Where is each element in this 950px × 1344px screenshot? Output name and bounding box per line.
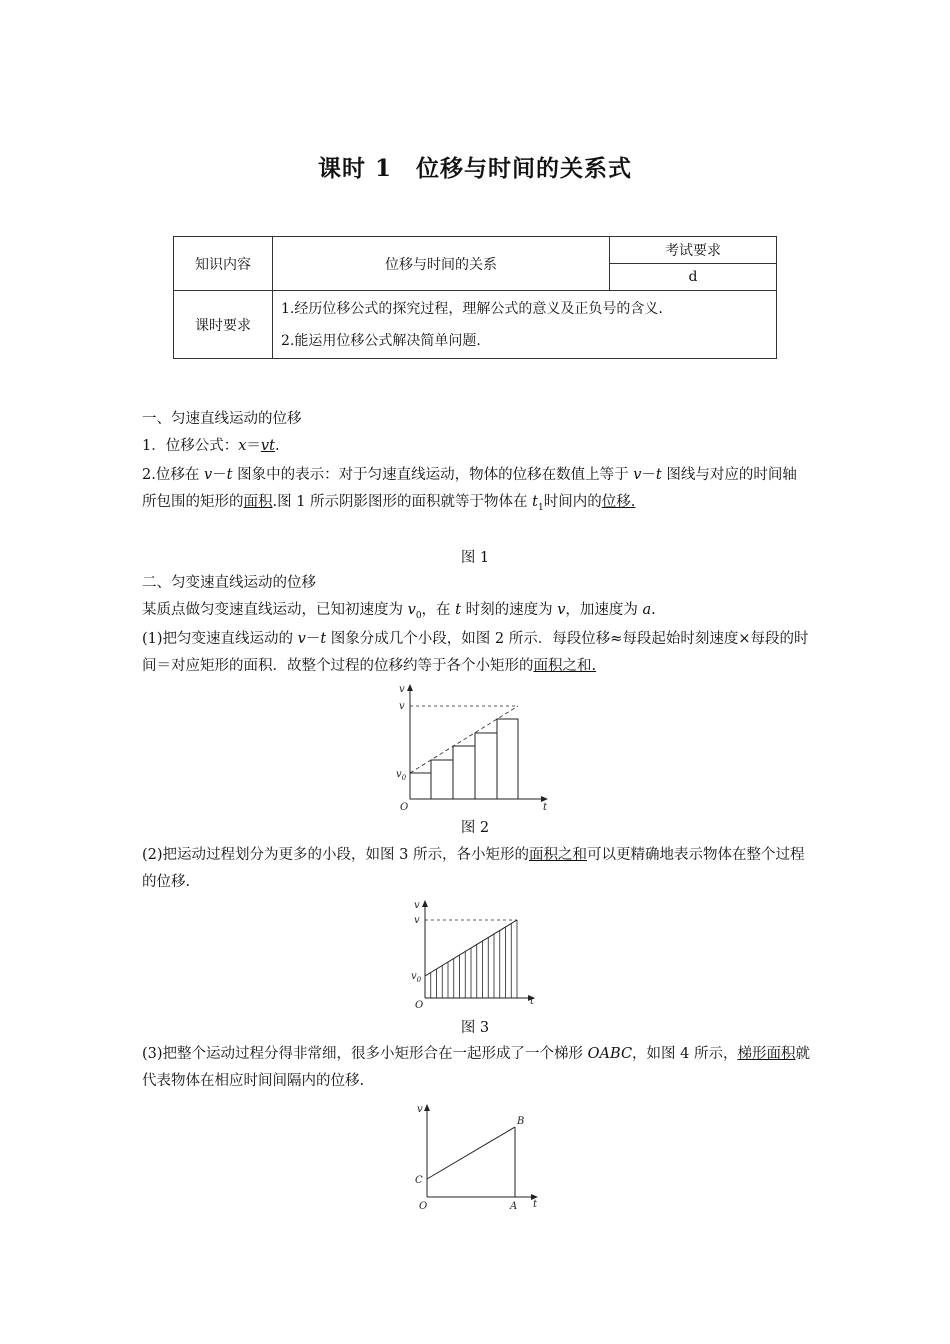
lesson-goals	[273, 291, 777, 359]
tick-label-v0: $v_0$	[411, 971, 422, 984]
page-title: 课时 1 位移与时间的关系式	[317, 155, 632, 182]
origin-label: O	[419, 1201, 428, 1212]
axis-label-v: v	[414, 900, 420, 911]
figure-4-vt-graph	[405, 1102, 575, 1217]
point-label-c: C	[415, 1175, 423, 1186]
v-axis-arrow	[407, 684, 413, 691]
knowledge-value: 位移与时间的关系	[273, 237, 610, 291]
velocity-line	[427, 1127, 515, 1179]
v-axis-arrow	[422, 900, 428, 907]
fig3-caption: 图 3	[460, 1020, 490, 1036]
knowledge-label: 知识内容	[174, 237, 273, 291]
origin-label: O	[415, 1000, 424, 1011]
v-axis-arrow	[424, 1104, 430, 1111]
goal-item: 2.能运用位移公式解决简单问题.	[281, 332, 481, 349]
section1-item2: 2.位移在 v－t 图象中的表示：对于匀速直线运动，物体的位移在数值上等于 v－t 图线与对应的时间轴所包围的矩形的面积.图 1 所示阴影图形的面积就等于物体在 $t_1$时间内的位移.	[142, 467, 797, 513]
goal-item: 1.经历位移公式的探究过程，理解公式的意义及正负号的含义.	[281, 300, 663, 317]
section2-heading: 二、匀变速直线运动的位移	[142, 575, 316, 591]
rect-strip	[497, 719, 518, 799]
section2-intro: 某质点做匀变速直线运动，已知初速度为 $v_0$，在 t 时刻的速度为 v，加速度为 a.	[142, 602, 656, 621]
exam-value: d	[610, 264, 777, 291]
tick-label-v: v	[414, 915, 420, 926]
section1-item1: 1．位移公式：x＝vt.	[142, 438, 280, 454]
fig1-caption: 图 1	[460, 550, 490, 566]
tick-label-v0: $v_0$	[396, 769, 407, 782]
answer-displacement: 位移.	[601, 494, 636, 510]
fig2-caption: 图 2	[460, 820, 490, 836]
origin-label: O	[400, 802, 409, 813]
axis-label-v: v	[399, 684, 405, 695]
answer-trapezoid-area: 梯形面积	[737, 1046, 796, 1062]
rect-strip	[453, 746, 475, 799]
section1-heading: 一、匀速直线运动的位移	[142, 411, 302, 427]
exam-label: 考试要求	[610, 237, 777, 264]
rect-strip	[410, 773, 431, 799]
axis-label-t: t	[530, 996, 535, 1007]
point-label-a: A	[510, 1201, 518, 1212]
figure-2-vt-graph	[385, 682, 565, 812]
rect-strip	[475, 733, 497, 799]
rect-strip	[431, 760, 453, 799]
axis-label-t: t	[533, 1199, 538, 1210]
requirements-table	[173, 236, 777, 359]
velocity-line	[410, 706, 518, 773]
axis-label-t: t	[543, 802, 548, 813]
formula-vt: vt	[260, 438, 275, 454]
section2-para1: (1)把匀变速直线运动的 v－t 图象分成几个小段，如图 2 所示．每段位移≈每段起始时刻速度×每段的时间＝对应矩形的面积．故整个过程的位移约等于各个小矩形的面积之和.	[142, 631, 809, 674]
figure-3-vt-graph	[400, 898, 570, 1013]
strip-group	[425, 920, 517, 998]
answer-sum-area: 面积之和.	[533, 658, 597, 674]
answer-sum-area-2: 面积之和	[528, 847, 587, 863]
point-label-b: B	[517, 1116, 525, 1127]
section2-para3: (3)把整个运动过程分得非常细，很多小矩形合在一起形成了一个梯形 OABC，如图 4 所示，梯形面积就代表物体在相应时间间隔内的位移.	[142, 1046, 810, 1089]
section2-para2: (2)把运动过程划分为更多的小段，如图 3 所示，各小矩形的面积之和可以更精确地表示物体在整个过程的位移.	[142, 847, 805, 890]
axis-label-v: v	[417, 1104, 423, 1115]
answer-area: 面积	[243, 494, 273, 510]
tick-label-v: v	[399, 701, 405, 712]
lesson-label: 课时要求	[174, 291, 273, 359]
